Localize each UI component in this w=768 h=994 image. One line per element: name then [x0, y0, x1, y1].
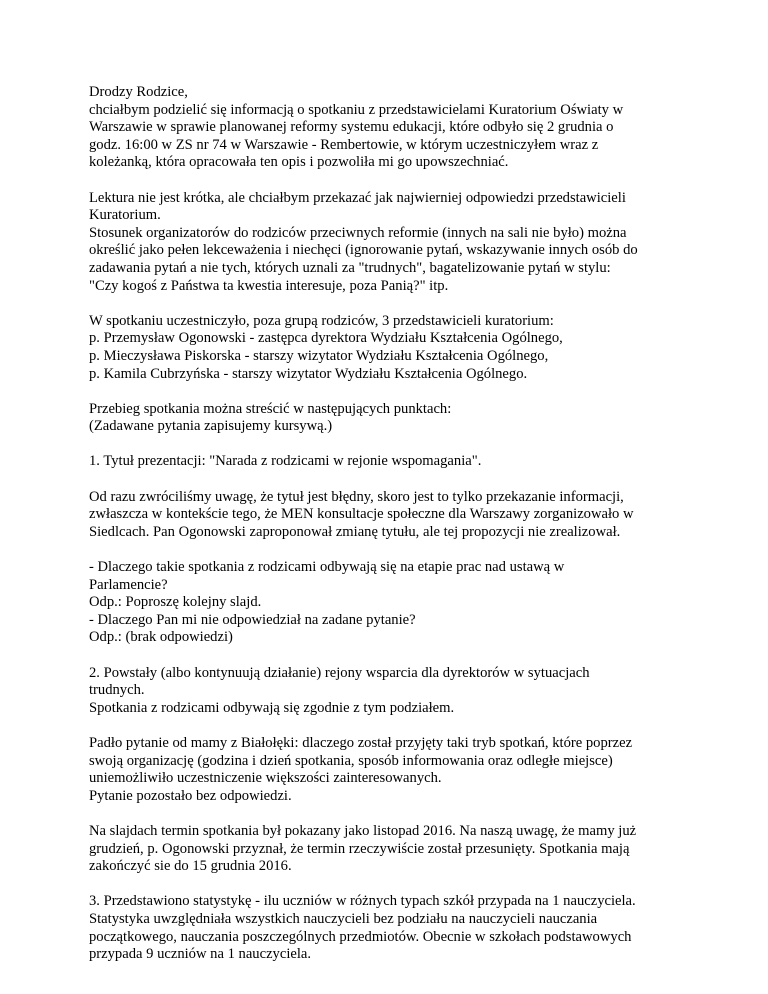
text-line: swoją organizację (godzina i dzień spotkania, sposób informowania oraz odległe miejsce) — [89, 752, 613, 769]
text-line: zwłaszcza w kontekście tego, że MEN konsultacje społeczne dla Warszawy zorganizowało w — [89, 506, 634, 523]
text-line: Spotkania z rodzicami odbywają się zgodnie z tym podziałem. — [89, 699, 455, 716]
text-line: zakończyć sie do 15 grudnia 2016. — [89, 858, 292, 875]
text-line: zadawania pytań a nie tych, których uznali za "trudnych", bagatelizowanie pytań w stylu: — [89, 259, 611, 276]
paragraph-questions — [89, 559, 689, 647]
text-line: Padło pytanie od mamy z Białołęki: dlaczego został przyjęty taki tryb spotkań, które poprzez — [89, 734, 633, 751]
text-line: początkowego, nauczania poszczególnych przedmiotów. Obecnie w szkołach podstawowych — [89, 928, 632, 945]
text-line: p. Przemysław Ogonowski - zastępca dyrektora Wydziału Kształcenia Ogólnego, — [89, 330, 563, 347]
text-line: 2. Powstały (albo kontynuują działanie) rejony wsparcia dla dyrektorów w sytuacjach — [89, 664, 590, 681]
text-line: Odp.: (brak odpowiedzi) — [89, 629, 233, 646]
text-line: - Dlaczego Pan mi nie odpowiedział na zadane pytanie? — [89, 611, 416, 628]
paragraph-summary-intro — [89, 401, 689, 436]
text-line: Lektura nie jest krótka, ale chciałbym przekazać jak najwierniej odpowiedzi przedstawicieli — [89, 189, 626, 206]
text-line: Od razu zwróciliśmy uwagę, że tytuł jest błędny, skoro jest to tylko przekazanie informacji, — [89, 488, 624, 505]
paragraph-bialoleka-question — [89, 735, 689, 805]
text-line: godz. 16:00 w ZS nr 74 w Warszawie - Rembertowie, w którym uczestniczyłem wraz z — [89, 136, 599, 153]
paragraph-point-3 — [89, 893, 689, 963]
text-line: uniemożliwiło uczestniczenie większości zainteresowanych. — [89, 770, 442, 787]
text-line: W spotkaniu uczestniczyło, poza grupą rodziców, 3 przedstawicieli kuratorium: — [89, 312, 554, 329]
text-line: Przebieg spotkania można streścić w następujących punktach: — [89, 400, 452, 417]
text-line: Kuratorium. — [89, 207, 161, 224]
paragraph-schedule — [89, 823, 689, 876]
text-line: Pytanie pozostało bez odpowiedzi. — [89, 787, 292, 804]
text-line: Warszawie w sprawie planowanej reformy systemu edukacji, które odbyło się 2 grudnia o — [89, 119, 614, 136]
text-line: p. Mieczysława Piskorska - starszy wizytator Wydziału Kształcenia Ogólnego, — [89, 347, 549, 364]
document-page — [89, 84, 689, 981]
text-line: grudzień, p. Ogonowski przyznał, że termin rzeczywiście został przesunięty. Spotkania mają — [89, 840, 630, 857]
paragraph-participants — [89, 313, 689, 383]
text-line: koleżanką, która opracowała ten opis i pozwoliła mi go upowszechniać. — [89, 154, 509, 171]
paragraph-point-2 — [89, 665, 689, 718]
text-line: trudnych. — [89, 682, 145, 699]
text-line: Siedlcach. Pan Ogonowski zaproponował zmianę tytułu, ale tej propozycji nie zrealizował. — [89, 523, 621, 540]
text-line: Stosunek organizatorów do rodziców przeciwnych reformie (innych na sali nie było) można — [89, 224, 627, 241]
text-line: p. Kamila Cubrzyńska - starszy wizytator Wydziału Kształcenia Ogólnego. — [89, 365, 528, 382]
text-line: Odp.: Poproszę kolejny slajd. — [89, 594, 262, 611]
text-line: "Czy kogoś z Państwa ta kwestia interesuje, poza Panią?" itp. — [89, 277, 449, 294]
text-line: Parlamencie? — [89, 576, 168, 593]
text-line: 3. Przedstawiono statystykę - ilu uczniów w różnych typach szkół przypada na 1 nauczyciela. — [89, 893, 636, 910]
paragraph-title-remark — [89, 489, 689, 542]
text-line: (Zadawane pytania zapisujemy kursywą.) — [89, 418, 333, 435]
paragraph-point-1 — [89, 453, 689, 471]
text-line: Statystyka uwzględniała wszystkich nauczycieli bez podziału na nauczycieli nauczania — [89, 910, 598, 927]
text-line: określić jako pełen lekceważenia i niechęci (ignorowanie pytań, wskazywanie innych osób do — [89, 242, 638, 259]
text-line: przypada 9 uczniów na 1 nauczyciela. — [89, 946, 312, 963]
text-line: 1. Tytuł prezentacji: "Narada z rodzicami w rejonie wspomagania". — [89, 453, 482, 470]
text-line: Drodzy Rodzice, — [89, 84, 188, 100]
paragraph-greeting — [89, 84, 689, 172]
paragraph-intro — [89, 190, 689, 296]
text-line: - Dlaczego takie spotkania z rodzicami odbywają się na etapie prac nad ustawą w — [89, 559, 565, 576]
text-line: Na slajdach termin spotkania był pokazany jako listopad 2016. Na naszą uwagę, że mamy już — [89, 822, 637, 839]
text-line: chciałbym podzielić się informacją o spotkaniu z przedstawicielami Kuratorium Oświaty w — [89, 101, 624, 118]
